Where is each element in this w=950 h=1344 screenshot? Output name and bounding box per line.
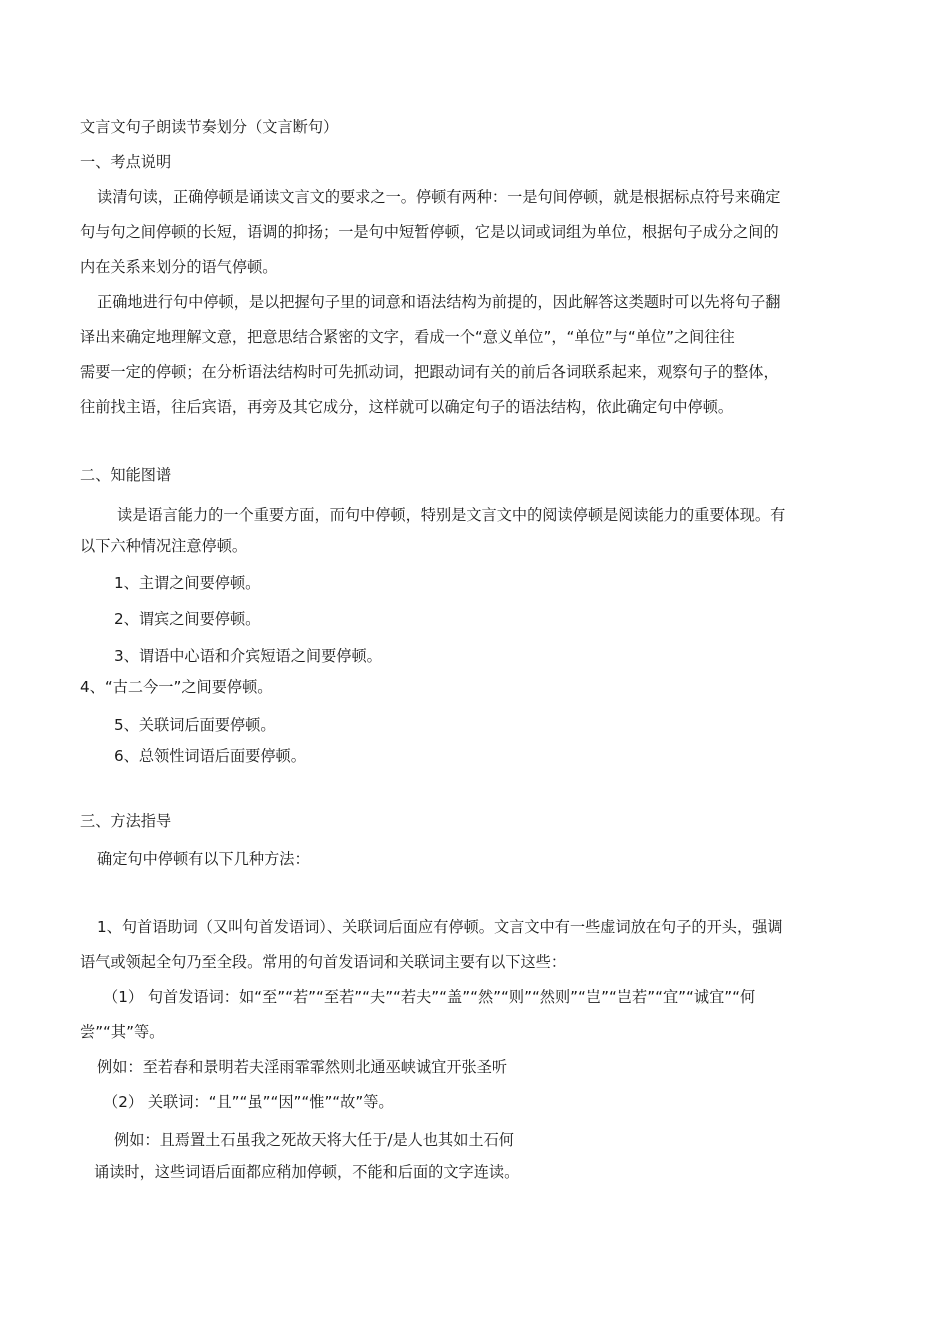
s2-intro-line: 以下六种情况注意停顿。 (80, 537, 248, 555)
s2-list-item: 5、关联词后面要停顿。 (114, 716, 276, 734)
s2-list-item: 1、主谓之间要停顿。 (114, 574, 261, 592)
document-title: 文言文句子朗读节奏划分（文言断句） (80, 118, 339, 136)
section-1-heading: 一、考点说明 (80, 153, 172, 171)
s3-method-line: 语气或领起全句乃至全段。常用的句首发语词和关联词主要有以下这些： (80, 953, 566, 971)
s3-sub1-line: （1） 句首发语词：如“至”“若”“至若”“夫”“若夫”“盖”“然”“则”“然则”“岂”“岂若”“宜”“诚宜”“何 (103, 988, 756, 1006)
s3-example-1: 例如：至若春和景明若夫淫雨霏霏然则北通巫峡诚宜开张圣听 (97, 1058, 508, 1076)
s1-p1-line: 读清句读，正确停顿是诵读文言文的要求之一。停顿有两种：一是句间停顿，就是根据标点符号来确定 (97, 188, 781, 206)
s2-list-item: 4、“古二今一”之间要停顿。 (80, 678, 273, 696)
s3-tail: 诵读时，这些词语后面都应稍加停顿，不能和后面的文字连读。 (94, 1163, 520, 1181)
s3-sub2: （2） 关联词：“且”“虽”“因”“惟”“故”等。 (103, 1093, 394, 1111)
s1-p2-line: 往前找主语，往后宾语，再旁及其它成分，这样就可以确定句子的语法结构，依此确定句中停顿。 (80, 398, 734, 416)
s2-list-item: 3、谓语中心语和介宾短语之间要停顿。 (114, 647, 382, 665)
s3-intro: 确定句中停顿有以下几种方法： (97, 850, 310, 868)
section-2-heading: 二、知能图谱 (80, 466, 172, 484)
s3-method-line: 1、句首语助词（又叫句首发语词）、关联词后面应有停顿。文言文中有一些虚词放在句子的开头，强调 (97, 918, 783, 936)
s1-p2-line: 需要一定的停顿；在分析语法结构时可先抓动词，把跟动词有关的前后各词联系起来，观察句子的整体， (80, 363, 779, 381)
section-3-heading: 三、方法指导 (80, 812, 172, 830)
s3-sub1-line: 尝”“其”等。 (80, 1023, 165, 1041)
s2-list-item: 6、总领性词语后面要停顿。 (114, 747, 306, 765)
s2-list-item: 2、谓宾之间要停顿。 (114, 610, 261, 628)
s2-intro-line: 读是语言能力的一个重要方面，而句中停顿，特别是文言文中的阅读停顿是阅读能力的重要体现。有 (117, 506, 786, 524)
s1-p1-line: 内在关系来划分的语气停顿。 (80, 258, 278, 276)
s1-p2-line: 正确地进行句中停顿，是以把握句子里的词意和语法结构为前提的，因此解答这类题时可以先将句子翻 (97, 293, 781, 311)
s1-p2-line: 译出来确定地理解文意，把意思结合紧密的文字，看成一个“意义单位”，“单位”与“单位”之间往往 (80, 328, 735, 346)
s1-p1-line: 句与句之间停顿的长短，语调的抑扬；一是句中短暂停顿，它是以词或词组为单位，根据句子成分之间的 (80, 223, 779, 241)
s3-example-2: 例如：且焉置土石虽我之死故天将大任于/是人也其如土石何 (114, 1131, 514, 1149)
